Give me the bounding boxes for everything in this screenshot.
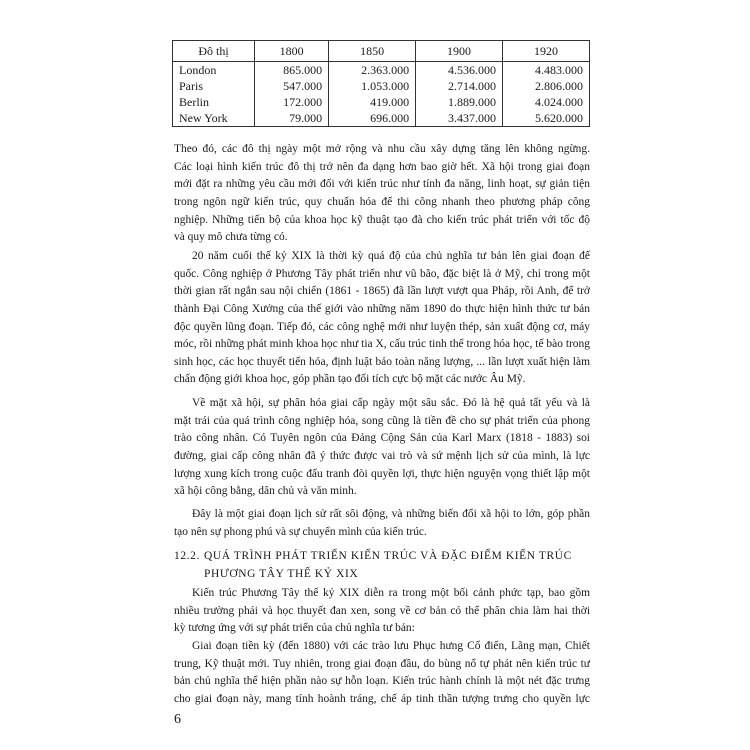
table-cell: 4.483.000 (503, 62, 590, 79)
text-line: Đây là một giai đoạn lịch sử rất sôi động, và những biến đổi xã hội to lớn, góp phần (192, 508, 590, 520)
table-cell: 5.620.000 (503, 110, 590, 127)
table-header-cell: Đô thị (173, 41, 255, 62)
table-cell: 2.806.000 (503, 78, 590, 94)
table-header-cell: 1920 (503, 41, 590, 62)
table-cell-city: London (173, 62, 255, 79)
table-header-row (173, 41, 590, 62)
section-heading (174, 548, 594, 583)
text-line: thời gian rất ngắn sau nội chiến (1861 - 1865) đã lần lượt vượt qua Pháp, rồi Anh, để trở (174, 285, 590, 298)
text-line: trào công nhân. Có Tuyên ngôn của Đảng Cộng Sản của Karl Marx (1818 - 1883) soi (174, 432, 590, 445)
table-row (173, 94, 590, 110)
table-cell: 2.714.000 (416, 78, 503, 94)
text-line: cho giai đoạn này, mang tính hoành tráng, chế áp tinh thần tượng trưng cho quyền lực (174, 692, 590, 705)
text-line: bản chủ nghĩa thể hiện phần nào sự hỗn loạn. Kiến trúc hành chính là một nét đặc trưng (174, 675, 590, 688)
paragraph (174, 141, 590, 247)
text-line: Về mặt xã hội, sự phân hóa giai cấp ngày một sâu sắc. Đó là hệ quả tất yếu và là (192, 397, 590, 409)
text-line: độc quyền lũng đoạn. Tiếp đó, các công nghệ mới như luyện thép, sản xuất động cơ, máy (174, 320, 590, 333)
paragraph (174, 506, 590, 541)
text-line: sinh học, các học thuyết tiến hóa, định luật bảo toàn năng lượng, ... lần lượt xuất hiện làm (174, 355, 590, 368)
table-cell: 79.000 (255, 110, 329, 127)
text-line: móc, rồi những phát minh khoa học như tia X, cấu trúc tinh thể trong hóa học, tế bào trong (174, 338, 590, 351)
paragraph (174, 638, 590, 709)
text-line: Theo đó, các đô thị ngày một mở rộng và nhu cầu xây dựng tăng lên không ngừng. (174, 143, 590, 155)
text-line: 20 năm cuối thế kỷ XIX là thời kỳ quá độ của chủ nghĩa tư bản lên giai đoạn đế (192, 250, 590, 262)
population-table (172, 40, 590, 127)
text-line: xã hội công bằng, dân chủ và văn minh. (174, 485, 357, 498)
table-header-cell: 1800 (255, 41, 329, 62)
paragraph (174, 248, 590, 389)
table-cell: 2.363.000 (329, 62, 416, 79)
text-line: mới đặt ra những yêu cầu mới đối với kiến trúc như tính đa năng, linh hoạt, sự giản tiện (174, 178, 590, 191)
text-line: và quy mô chưa từng có. (174, 231, 288, 244)
section-title-line: PHƯƠNG TÂY THẾ KỶ XIX (204, 567, 359, 580)
text-line: kỳ tương ứng với sự phát triển của chủ nghĩa tư bản: (174, 622, 415, 635)
table-header-cell: 1850 (329, 41, 416, 62)
text-line: trong ngôn ngữ kiến trúc, quy chuẩn hóa để thi công nhanh theo phương pháp công (174, 195, 590, 208)
table-cell-city: Paris (173, 78, 255, 94)
table-row (173, 110, 590, 127)
text-line: mặt trái của quá trình công nghiệp hóa, song cũng là tiền đề cho sự phát triển của phong (174, 414, 590, 427)
text-line: tạo nên sự phong phú và sự chuyển mình của kiến trúc. (174, 525, 427, 538)
table-cell: 865.000 (255, 62, 329, 79)
paragraph (174, 585, 590, 638)
page-number: 6 (174, 712, 181, 727)
table-row (173, 62, 590, 79)
table-cell: 172.000 (255, 94, 329, 110)
table-cell: 1.053.000 (329, 78, 416, 94)
text-line: chấn động giới khoa học, góp phần tạo đối tích cực bộ mặt các nước Âu Mỹ. (174, 373, 526, 386)
text-line: trung, Kỹ thuật mới. Tuy nhiên, trong giai đoạn đầu, do bùng nổ tự phát nên kiến trúc tư (174, 657, 590, 670)
table-row (173, 78, 590, 94)
table-cell: 4.536.000 (416, 62, 503, 79)
table-cell-city: New York (173, 110, 255, 127)
table-cell: 4.024.000 (503, 94, 590, 110)
table-cell: 696.000 (329, 110, 416, 127)
text-line: Các loại hình kiến trúc đô thị trở nên đa dạng hơn bao giờ hết. Xã hội trong giai đoạn (174, 160, 590, 173)
table-cell: 547.000 (255, 78, 329, 94)
text-line: thành Đại Công Xưởng của thế giới vào những năm 1890 do thực hiện hình thức tư bản (174, 302, 590, 315)
table-header-cell: 1900 (416, 41, 503, 62)
text-line: nghiệp. Những tiến bộ của khoa học kỹ thuật tạo đà cho kiến trúc phát triển với tốc độ (174, 213, 590, 226)
text-line: Kiến trúc Phương Tây thế kỷ XIX diễn ra trong một bối cảnh phức tạp, bao gồm (192, 587, 590, 599)
text-line: quốc. Công nghiệp ở Phương Tây phát triển như vũ bão, đặc biệt là ở Mỹ, chỉ trong một (174, 267, 590, 280)
paragraph (174, 395, 590, 501)
section-title-line: QUÁ TRÌNH PHÁT TRIỂN KIẾN TRÚC VÀ ĐẶC ĐIỂM KIẾN TRÚC (204, 550, 572, 562)
text-line: nhiều trường phái và học thuyết đan xen, song về cơ bản có thể phân chia làm hai thời (174, 604, 590, 617)
text-line: lượng xung kích trong cuộc đấu tranh đòi quyền lợi, thực hiện nguyện vọng thiết lập một (174, 467, 590, 480)
text-line: Giai đoạn tiền kỳ (đến 1880) với các trào lưu Phục hưng Cổ điển, Lãng mạn, Chiết (192, 640, 590, 652)
table-cell: 3.437.000 (416, 110, 503, 127)
table-cell-city: Berlin (173, 94, 255, 110)
text-line: đường, giai cấp công nhân đã ý thức được vai trò và sứ mệnh lịch sử của mình, là lực (174, 449, 590, 462)
section-number: 12.2. (174, 550, 200, 562)
table-cell: 1.889.000 (416, 94, 503, 110)
table-cell: 419.000 (329, 94, 416, 110)
